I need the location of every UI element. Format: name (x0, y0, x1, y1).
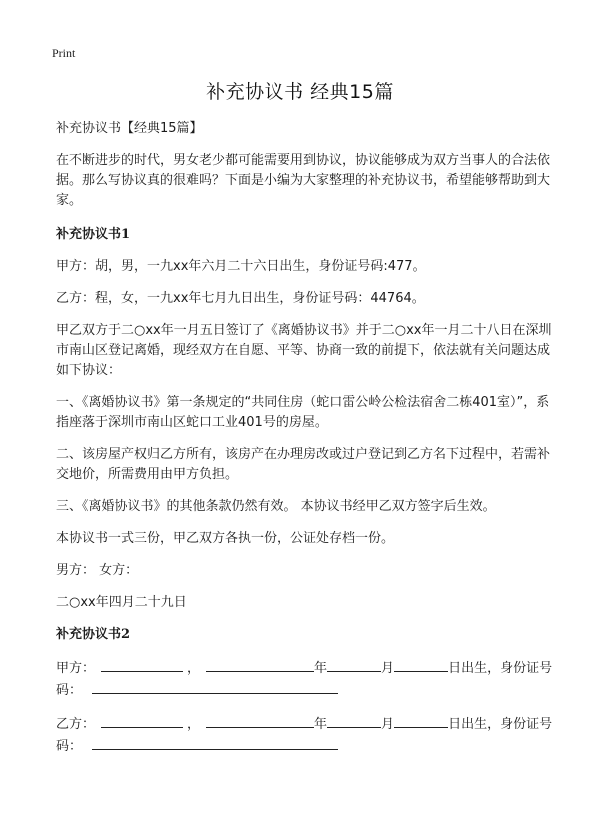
party-label: 乙方： (56, 717, 96, 732)
year-label: 年 (314, 717, 328, 732)
section-2 (56, 625, 556, 757)
page-title: 补充协议书 经典15篇 (206, 81, 394, 103)
name-blank[interactable] (101, 657, 183, 672)
section-heading: 补充协议书1 (56, 227, 131, 242)
date-line: 二○xx年四月二十九日 (56, 595, 187, 610)
birth-year-blank[interactable] (206, 657, 314, 672)
day-suffix: 日出生，身份证号 (448, 717, 553, 732)
clause-1-paragraph: 一、《离婚协议书》第一条规定的“共同住房（蛇口雷公岭公检法宿舍二栋401室）”，系指座落于深圳市南山区蛇口工业401号的房屋。 (56, 395, 550, 430)
party-a-form-row (56, 657, 556, 701)
party-b-paragraph: 乙方：程，女，一九xx年七月九日出生，身份证号码：44764。 (56, 291, 425, 306)
signature-line: 男方： 女方： (56, 563, 139, 578)
party-a-paragraph: 甲方：胡，男，一九xx年六月二十六日出生，身份证号码:477。 (56, 259, 426, 274)
intro-paragraph: 在不断进步的时代，男女老少都可能需要用到协议，协议能够成为双方当事人的合法依据。那么写协议真的很难吗？下面是小编为大家整理的补充协议书，希望能够帮助到大家。 (56, 153, 551, 208)
clause-2-paragraph: 二、该房屋产权归乙方所有，该房产在办理房改或过户登记到乙方名下过程中，若需补交地价，所需费用由甲方负担。 (56, 447, 551, 482)
document-subtitle: 补充协议书【经典15篇】 (56, 121, 203, 136)
party-b-form-row (56, 713, 556, 757)
birth-month-blank[interactable] (327, 713, 381, 728)
comma: ， (187, 717, 201, 732)
id-number-blank[interactable] (92, 679, 338, 694)
comma: ， (187, 661, 201, 676)
background-paragraph: 甲乙双方于二○xx年一月五日签订了《离婚协议书》并于二○xx年一月二十八日在深圳市南山区登记离婚，现经双方在自愿、平等、协商一致的前提下，依法就有关问题达成如下协议： (56, 323, 552, 378)
day-suffix: 日出生，身份证号 (448, 661, 553, 676)
id-label: 码： (56, 739, 83, 754)
clause-3-paragraph: 三、《离婚协议书》的其他条款仍然有效。 本协议书经甲乙双方签字后生效。 (56, 499, 496, 514)
section-heading: 补充协议书2 (56, 627, 131, 642)
birth-day-blank[interactable] (394, 713, 448, 728)
id-number-blank[interactable] (92, 735, 338, 750)
party-label: 甲方： (56, 661, 96, 676)
id-label: 码： (56, 683, 83, 698)
print-link[interactable]: Print (52, 46, 76, 60)
document-body (56, 119, 556, 769)
copies-paragraph: 本协议书一式三份，甲乙双方各执一份，公证处存档一份。 (56, 531, 395, 546)
year-label: 年 (314, 661, 328, 676)
month-label: 月 (381, 717, 395, 732)
birth-day-blank[interactable] (394, 657, 448, 672)
name-blank[interactable] (101, 713, 183, 728)
birth-month-blank[interactable] (327, 657, 381, 672)
section-1 (56, 225, 556, 613)
birth-year-blank[interactable] (206, 713, 314, 728)
month-label: 月 (381, 661, 395, 676)
